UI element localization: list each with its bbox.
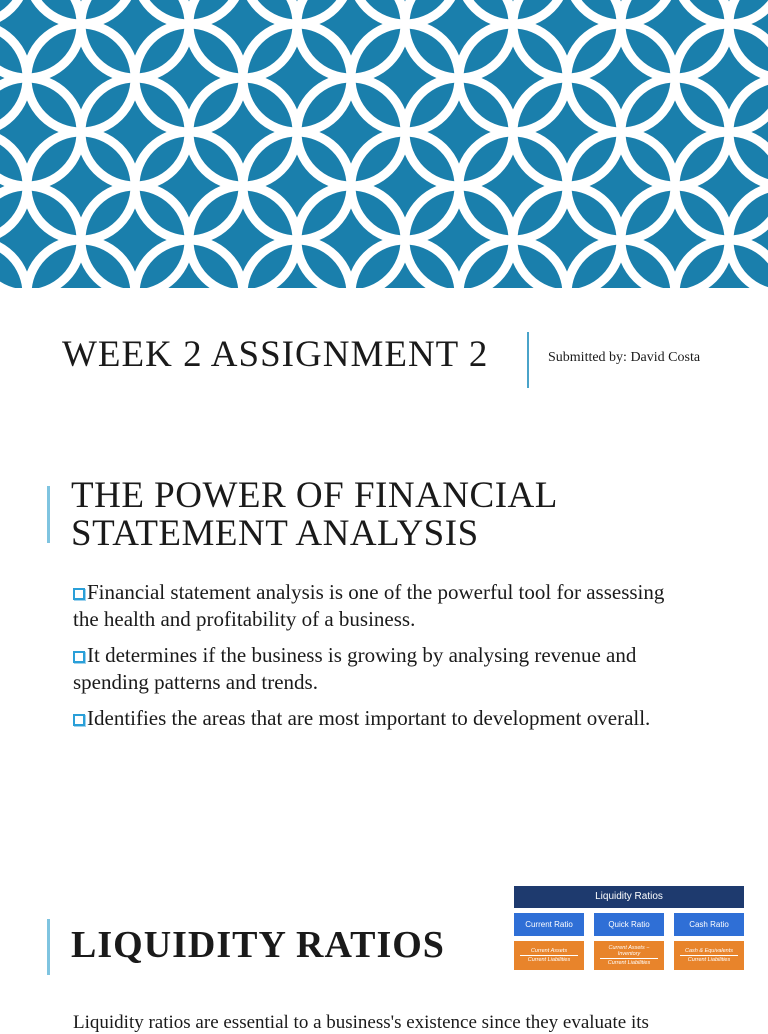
section-title-line: THE POWER OF FINANCIAL	[71, 475, 558, 516]
formula-box	[594, 941, 664, 970]
liquidity-body-text: Liquidity ratios are essential to a business's existence since they evaluate its	[73, 1012, 649, 1033]
decorative-banner	[0, 0, 768, 288]
formula-numerator: Cash & Equivalents	[680, 948, 738, 956]
submitted-by-text: Submitted by: David Costa	[548, 350, 701, 365]
bullet-text: Financial statement analysis is one of the powerful tool for assessing the health and profitability of a business.	[73, 580, 665, 631]
slide-title: WEEK 2 ASSIGNMENT 2	[62, 334, 489, 375]
bullet-text: Identifies the areas that are most important to development overall.	[87, 706, 651, 730]
liquidity-title: LIQUIDITY RATIOS	[71, 924, 445, 966]
section-title-line: STATEMENT ANALYSIS	[71, 513, 479, 554]
formula-denominator: Current Liabilities	[687, 957, 731, 963]
checkbox-bullet-icon	[73, 714, 85, 726]
checkbox-bullet-icon	[73, 651, 85, 663]
diagram-header: Liquidity Ratios	[514, 886, 744, 908]
formula-numerator: Current Assets − Inventory	[600, 945, 658, 959]
bullet-text: It determines if the business is growing by analysing revenue and spending patterns and trends.	[73, 643, 637, 694]
liquidity-ratios-diagram	[514, 886, 744, 972]
section-title	[71, 477, 558, 553]
title-divider	[527, 332, 529, 388]
formula-numerator: Current Assets	[520, 948, 578, 956]
section-accent-bar	[47, 919, 50, 975]
list-item	[73, 642, 673, 696]
list-item	[73, 705, 673, 732]
list-item	[73, 579, 673, 633]
formula-denominator: Current Liabilities	[527, 957, 571, 963]
section-accent-bar	[47, 486, 50, 543]
bullet-list	[73, 579, 673, 741]
formula-box	[514, 941, 584, 970]
formula-denominator: Current Liabilities	[607, 960, 651, 966]
ratio-box: Quick Ratio	[594, 913, 664, 936]
formula-box	[674, 941, 744, 970]
checkbox-bullet-icon	[73, 588, 85, 600]
ratio-box: Cash Ratio	[674, 913, 744, 936]
ratio-box: Current Ratio	[514, 913, 584, 936]
